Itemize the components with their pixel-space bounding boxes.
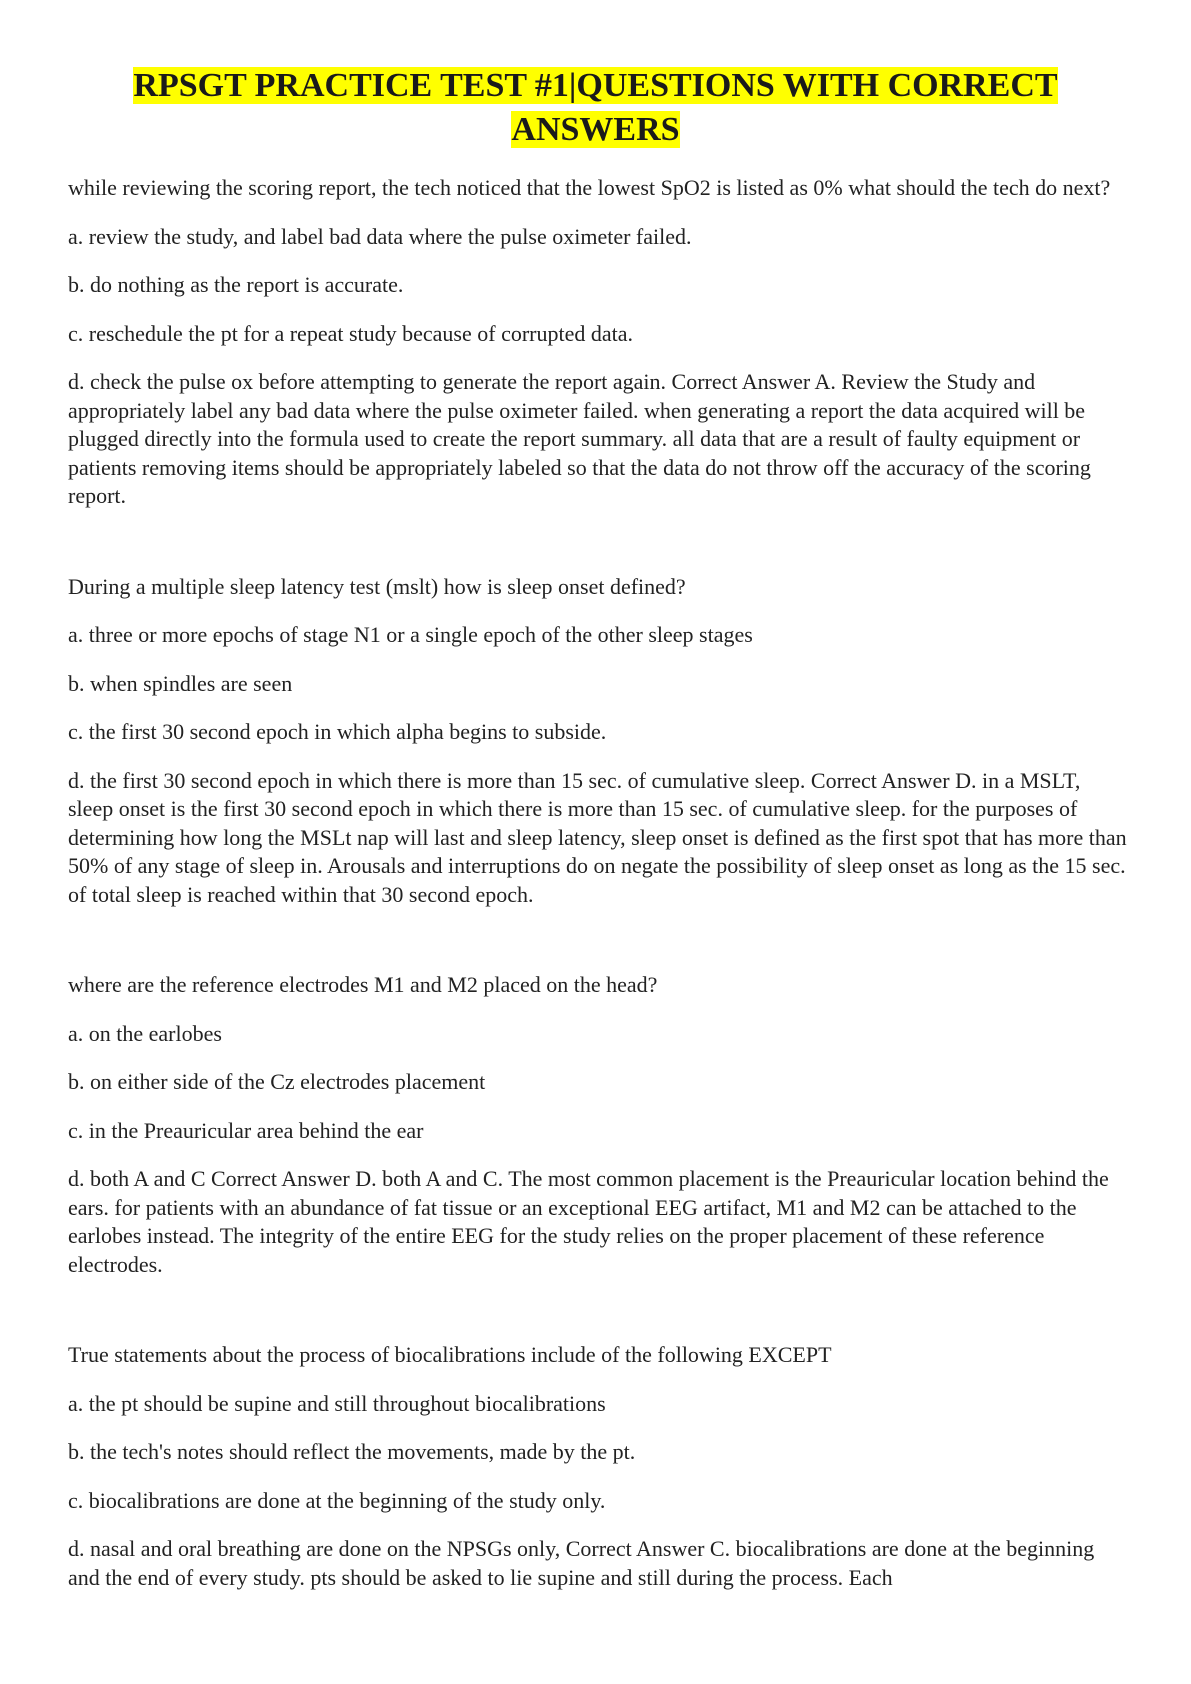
document-title xyxy=(60,64,1131,152)
answer-option: c. the first 30 second epoch in which alpha begins to subside. xyxy=(68,719,607,744)
answer-option: b. on either side of the Cz electrodes placement xyxy=(68,1069,486,1094)
answer-option: b. the tech's notes should reflect the movements, made by the pt. xyxy=(68,1439,636,1464)
answer-option: a. the pt should be supine and still throughout biocalibrations xyxy=(68,1390,606,1416)
answer-option: a. review the study, and label bad data where the pulse oximeter failed. xyxy=(68,223,692,249)
answer-option-with-explanation: d. the first 30 second epoch in which there is more than 15 sec. of cumulative sleep. Correct Answer D. in a MSLT, sleep onset is the first 30 second epoch in which there is more than 15 sec. of cumulative sleep. for the purposes of determining how long the MSLt nap will last and sleep latency, sleep onset is defined as the first spot that has more than 50% of any stage of sleep in. Arousals and interruptions do on negate the possibility of sleep onset as long as the 15 sec. of total sleep is reached within that 30 second epoch. xyxy=(68,767,1127,907)
answer-option-with-explanation: d. check the pulse ox before attempting to generate the report again. Correct Answer A. Review the Study and appropriately label any bad data where the pulse oximeter failed. when generating a report the data acquired will be plugged directly into the formula used to create the report summary. all data that are a result of faulty equipment or patients removing items should be appropriately labeled so that the data do not throw off the accuracy of the scoring report. xyxy=(68,369,1091,508)
question-text: where are the reference electrodes M1 and M2 placed on the head? xyxy=(68,972,658,997)
answer-option: a. three or more epochs of stage N1 or a single epoch of the other sleep stages xyxy=(68,622,753,647)
question-text: while reviewing the scoring report, the tech noticed that the lowest SpO2 is listed as 0% what should the tech do next? xyxy=(68,175,1111,200)
answer-option: c. reschedule the pt for a repeat study because of corrupted data. xyxy=(68,320,634,346)
answer-option-with-explanation: d. both A and C Correct Answer D. both A and C. The most common placement is the Preauricular location behind the ears. for patients with an abundance of fat tissue or an exceptional EEG artifact, M1 and M2 can be attached to the earlobes instead. The integrity of the entire EEG for the study relies on the proper placement of these reference electrodes. xyxy=(68,1166,1109,1277)
answer-option: c. biocalibrations are done at the beginning of the study only. xyxy=(68,1487,606,1513)
block-spacer xyxy=(68,929,1128,971)
answer-option: b. when spindles are seen xyxy=(68,670,293,696)
question-text: True statements about the process of biocalibrations include of the following EXCEPT xyxy=(68,1342,832,1367)
question-block-2 xyxy=(68,573,1128,910)
answer-option: a. on the earlobes xyxy=(68,1020,222,1046)
answer-option: c. in the Preauricular area behind the ear xyxy=(68,1117,424,1143)
answer-option: b. do nothing as the report is accurate. xyxy=(68,272,404,297)
block-spacer xyxy=(68,1299,1128,1341)
question-text: During a multiple sleep latency test (mslt) how is sleep onset defined? xyxy=(68,573,686,599)
document-body xyxy=(68,174,1128,1612)
answer-option-with-explanation: d. nasal and oral breathing are done on the NPSGs only, Correct Answer C. biocalibrations are done at the beginning and the end of every study. pts should be asked to lie supine and still during the process. Each xyxy=(68,1536,1095,1590)
question-block-3 xyxy=(68,971,1128,1279)
question-block-1 xyxy=(68,174,1128,511)
block-spacer xyxy=(68,531,1128,573)
title-line-2: ANSWERS xyxy=(511,111,680,148)
question-block-4 xyxy=(68,1341,1128,1592)
title-line-1: RPSGT PRACTICE TEST #1|QUESTIONS WITH CORRECT xyxy=(133,67,1058,104)
